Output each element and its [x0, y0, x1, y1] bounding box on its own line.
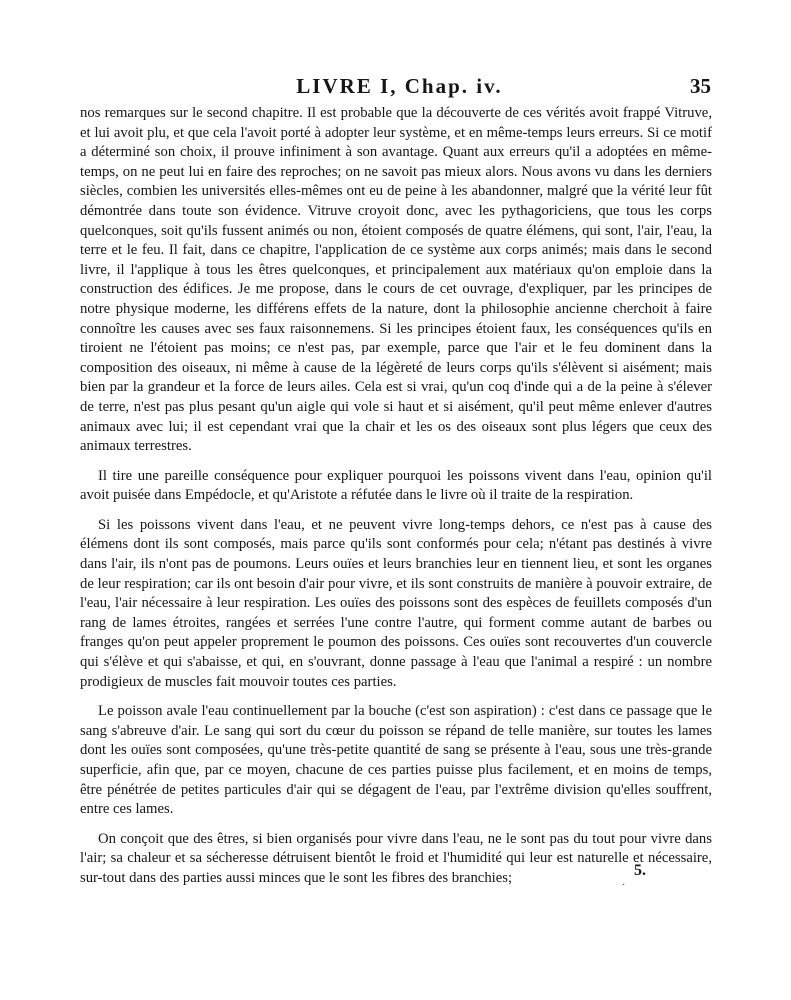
paragraph: Si les poissons vivent dans l'eau, et ne peuvent vivre long-temps dehors, ce n'est pas à cause des élémens dont ils sont composés, mais parce qu'ils sont conformés pour cela; n'étant pas destinés à vivre dans l'air, ils n'ont pas de poumons. Leurs ouïes et leurs branchies leur en tiennent lieu, et sont les organes de leur respiration; car ils ont besoin d'air pour vivre, et ils sont construits de manière à pouvoir extraire, de l'eau, l'air nécessaire à leur respiration. Les ouïes des poissons sont des espèces de feuillets composés d'un rang de lames étroites, rangées et serrées l'une contre l'autre, qui forment comme autant de barbes ou franges qu'on peut appeler proprement le poumon des poissons. Ces ouïes sont recouvertes d'un couvercle qui s'élève et qui s'abaisse, et qui, en s'ouvrant, donne passage à l'eau que l'animal a respiré : un nombre prodigieux de muscles fait mouvoir toutes ces parties. [80, 516, 712, 690]
body-text [80, 104, 712, 889]
running-head [88, 74, 711, 100]
ink-speck: · [622, 880, 626, 891]
paragraph: Le poisson avale l'eau continuellement par la bouche (c'est son aspiration) : c'est dans ce passage que le sang s'abreuve d'air. Le sang qui sort du cœur du poisson se répand de telle manière, sur toutes les lames dont les ouïes sont composées, qu'une très-petite quantité de sang se présente à l'eau, sous une très-grande superficie, afin que, par ce moyen, chacune de ces parties puisse plus facilement, et en moins de temps, être pénétrée de petites particules d'air qui se dégagent de l'eau, par l'extrême division qu'elles souffrent, entre ces lames. [80, 703, 712, 818]
paragraph: Il tire une pareille conséquence pour expliquer pourquoi les poissons vivent dans l'eau, opinion qu'il avoit puisée dans Empédocle, et qu'Aristote a réfutée dans le livre où il traite de la respiration. [80, 467, 712, 504]
page-number: 35 [690, 74, 711, 98]
paragraph: On conçoit que des êtres, si bien organisés pour vivre dans l'eau, ne le sont pas du tout pour vivre dans l'air; sa chaleur et sa sécheresse détruisent bientôt le froid et l'humidité qui leur est naturelle et nécessaire, sur-tout dans des parties aussi minces que le sont les fibres des branchies; [80, 830, 712, 886]
paragraph-continuation: nos remarques sur le second chapitre. Il est probable que la découverte de ces vérités avoit frappé Vitruve, et lui avoit plu, et que cela l'avoit porté à adopter leur système, et en même-temps leurs erreurs. Si ce motif a déterminé son choix, il prouve infiniment à son avantage. Quant aux erreurs qu'il a adoptées en même-temps, on ne peut lui en faire des reproches; on ne savoit pas mieux alors. Nous avons vu dans les derniers siècles, combien les universités elles-mêmes ont eu de peine à les abandonner, malgré que la vérité leur fût démontrée dans toute son évidence. Vitruve croyoit donc, avec les pythagoriciens, que tous les corps quelconques, soit qu'ils fussent animés ou non, étoient composés de quatre élémens, qui sont, l'air, l'eau, la terre et le feu. Il fait, dans ce chapitre, l'application de ce système aux corps animés; mais dans le second livre, il l'applique à tous les êtres quelconques, et principalement aux matériaux qu'on emploie dans la construction des édifices. Je me propose, dans le cours de cet ouvrage, d'expliquer, par les principes de notre physique moderne, les différens effets de la nature, dont la philosophie ancienne cherchoit à faire connoître les causes avec ses faux raisonnemens. Si les principes étoient faux, les conséquences qu'ils en tiroient ne l'étoient pas moins; ce n'est pas, par exemple, parce que l'air et le feu dominent dans la composition des oiseaux, ni même à cause de la légèreté de leurs corps qu'ils s'élèvent si aisément; mais bien par la grandeur et la force de leurs ailes. Cela est si vrai, qu'un coq d'inde qui a de la peine à s'élever de terre, n'est pas plus pesant qu'un aigle qui vole si haut et si aisément, qu'il peut même enlever d'autres animaux avec lui; il est cependant vrai que la chair et les os des oiseaux sont plus légers que ceux des animaux terrestres. [80, 105, 712, 455]
chapter-title: LIVRE I, Chap. iv. [296, 74, 503, 98]
signature-mark: 5. [634, 862, 646, 879]
